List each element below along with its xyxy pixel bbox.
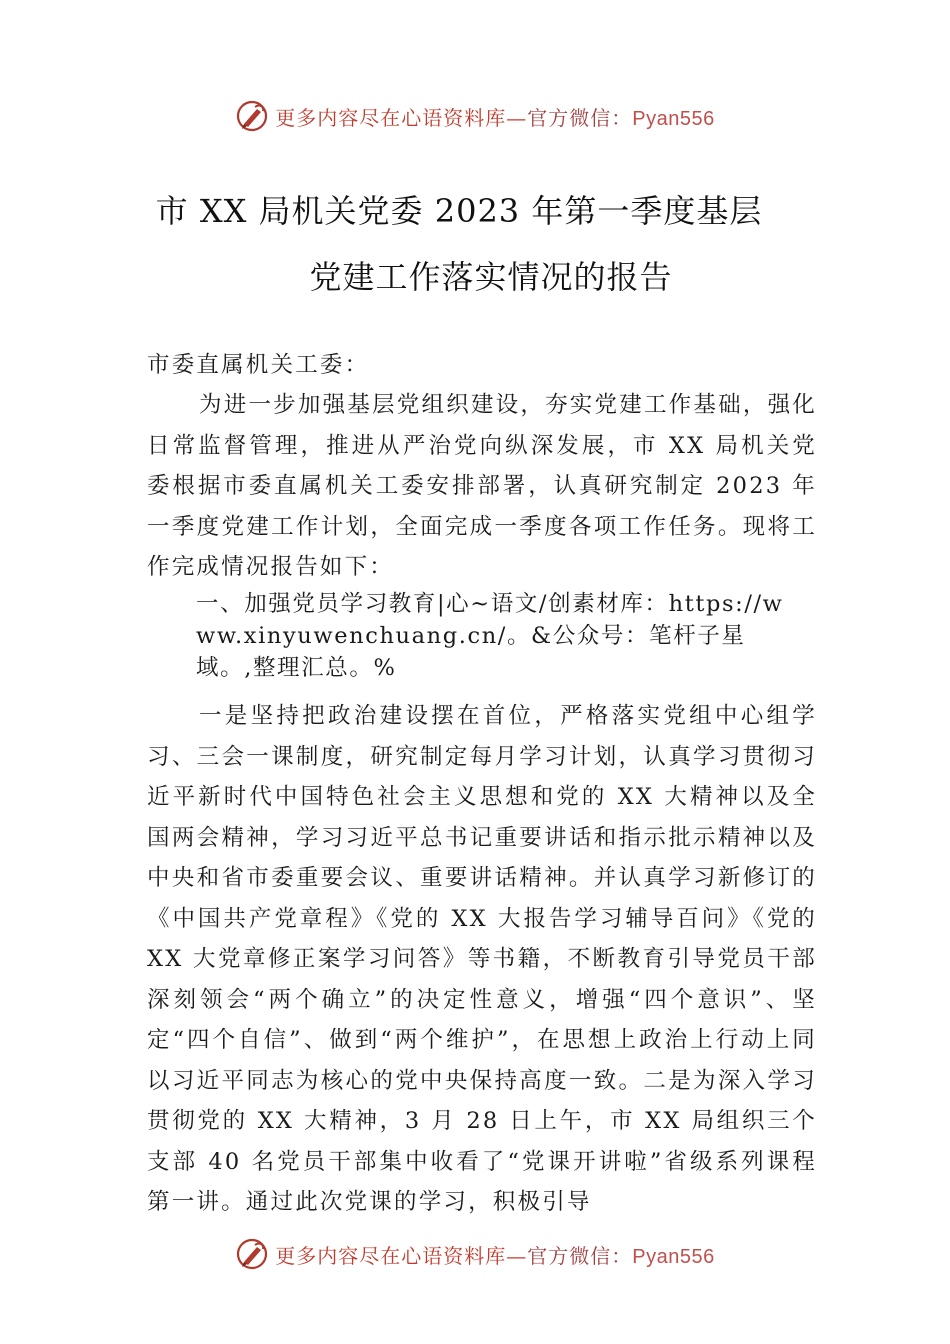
body-paragraph: 一是坚持把政治建设摆在首位，严格落实党组中心组学习、三会一课制度，研究制定每月学习计划，认真学习贯彻习近平新时代中国特色社会主义思想和党的 XX 大精神以及全国两会精神，学习习近平总书记重要讲话和指示批示精神以及中央和省市委重要会议、重要讲话精神。并认真学习新修订的《中国共产党章程》《党的 XX 大报告学习辅导百问》《党的 XX 大党章修正案学习问答》等书籍，不断教育引导党员干部深刻领会“两个确立”的决定性意义，增强“四个意识”、坚定“四个自信”、做到“两个维护”，在思想上政治上行动上同以习近平同志为核心的党中央保持高度一致。二是为深入学习贯彻党的 XX 大精神，3 月 28 日上午，市 XX 局组织三个支部 40 名党员干部集中收看了“党课开讲啦”省级系列课程第一讲。通过此次党课的学习，积极引导 <box>147 703 817 1215</box>
document-title-line2: 党建工作落实情况的报告 <box>309 258 673 296</box>
header-watermark <box>0 96 950 136</box>
section-heading: 一、加强党员学习教育|心~语文/创素材库：https://www.xinyuwenchuang.cn/。&公众号：笔杆子星域。,整理汇总。% <box>196 591 784 681</box>
pen-logo-icon <box>235 99 269 133</box>
pen-logo-icon <box>235 1237 269 1271</box>
salutation: 市委直属机关工委： <box>147 352 370 378</box>
watermark-text: 更多内容尽在心语资料库—官方微信：Pyan556 <box>275 105 715 130</box>
watermark-text: 更多内容尽在心语资料库—官方微信：Pyan556 <box>275 1243 715 1268</box>
document-title-line1: 市 XX 局机关党委 2023 年第一季度基层 <box>155 192 763 230</box>
intro-paragraph: 为进一步加强基层党组织建设，夯实党建工作基础，强化日常监督管理，推进从严治党向纵深发展，市 XX 局机关党委根据市委直属机关工委安排部署，认真研究制定 2023 年一季度党建工作计划，全面完成一季度各项工作任务。现将工作完成情况报告如下： <box>147 392 817 580</box>
footer-watermark <box>0 1234 950 1274</box>
